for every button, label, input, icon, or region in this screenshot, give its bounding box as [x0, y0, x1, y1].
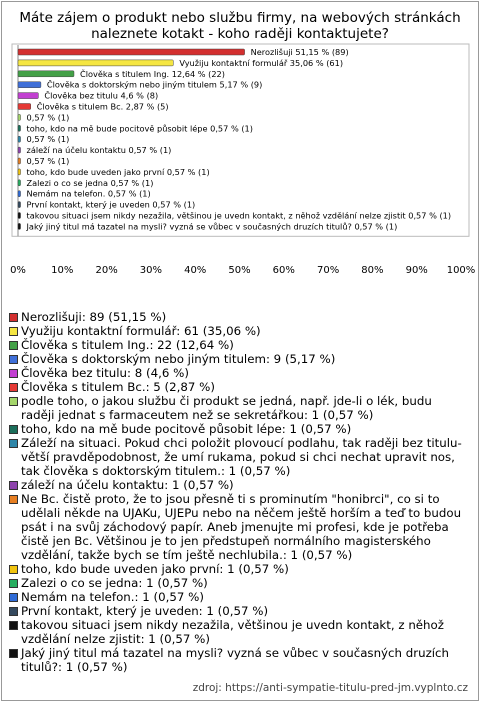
legend-item [6, 310, 468, 324]
legend-label: Ne Bc. čistě proto, že to jsou přesně ti s prominutím "honibrci", co si to udělali někde na UJAKu, UJEPu nebo na něčem ještě horším a teď to budou psát i na svůj záchodový papír. Aneb jmenujte mi profesi, kde je potřeba čistě jen Bc. Většinou je to jen předstupeň normálního magisterského vzdělání, takže bych se tím ještě nechlubila.: 1 (0,57 %) [21, 492, 462, 562]
legend-label: toho, kdo na mě bude pocitově působit lépe: 1 (0,57 %) [21, 422, 352, 436]
legend-item [6, 492, 468, 562]
bar-0 [18, 49, 245, 55]
source-note: zdroj: https://anti-sympatie-titulu-pred-jm.vyplnto.cz [192, 682, 468, 694]
legend-item [6, 338, 468, 352]
legend-swatch [9, 327, 18, 336]
legend-label: Záleží na situaci. Pokud chci položit plovoucí podlahu, tak raději bez titulu-větší pravděpodobnost, že umí rukama, pokud si chci nechat upravit nos, tak člověka s doktorským titulem.: 1 (0,57 %) [21, 436, 462, 478]
bar-13 [18, 191, 21, 197]
bar-label-4: Člověka bez titulu 4,6 % (8) [44, 90, 159, 101]
chart-title: Máte zájem o produkt nebo službu firmy, na webových stránkách naleznete kotakt - koho raději kontaktujete? [19, 10, 461, 42]
bar-16 [18, 223, 21, 229]
legend-swatch [9, 579, 18, 588]
x-tick-label-8: 80% [361, 265, 384, 276]
bar-14 [18, 202, 21, 208]
legend-item [6, 562, 468, 576]
x-tick-label-7: 70% [316, 265, 340, 276]
legend-item [6, 380, 468, 394]
legend-swatch [9, 481, 18, 490]
bar-label-14: První kontakt, který je uveden 0,57 % (1) [26, 199, 196, 210]
bar-label-0: Nerozlišuji 51,15 % (89) [250, 47, 349, 57]
bar-1 [18, 60, 173, 66]
legend-swatch [9, 607, 18, 616]
chart-plot [2, 2, 478, 302]
legend-swatch [9, 593, 18, 602]
legend-item [6, 618, 468, 646]
legend-label: Člověka bez titulu: 8 (4,6 %) [21, 366, 189, 380]
legend-swatch [9, 425, 18, 434]
legend-label: záleží na účelu kontaktu: 1 (0,57 %) [21, 478, 234, 492]
legend-item [6, 590, 468, 604]
bar-label-10: 0,57 % (1) [26, 156, 70, 166]
x-tick-label-6: 60% [272, 265, 295, 276]
x-tick-label-4: 40% [184, 265, 207, 276]
legend-label: První kontakt, který je uveden: 1 (0,57 %) [21, 604, 269, 618]
x-tick-label-0: 0% [10, 265, 26, 276]
bar-7 [18, 125, 21, 131]
legend-label: Zalezi o co se jedna: 1 (0,57 %) [21, 576, 208, 590]
bar-3 [18, 82, 41, 88]
legend-label: toho, kdo bude uveden jako první: 1 (0,57 %) [21, 562, 289, 576]
x-tick-label-3: 30% [139, 265, 163, 276]
bar-12 [18, 180, 21, 186]
bar-4 [18, 93, 38, 99]
legend-item [6, 604, 468, 618]
legend-swatch [9, 439, 18, 448]
chart-frame [1, 1, 479, 701]
legend-item [6, 646, 468, 674]
legend-label: podle toho, o jakou službu či produkt se jedná, např. jde-li o lék, budu raději jednat s farmaceutem než se sekretářkou: 1 (0,57 %) [21, 394, 432, 422]
bar-label-9: záleží na účelu kontaktu 0,57 % (1) [26, 145, 172, 156]
bar-8 [18, 136, 21, 142]
bar-5 [18, 104, 31, 110]
legend-swatch [9, 341, 18, 350]
legend-swatch [9, 397, 18, 406]
bar-label-7: toho, kdo na mě bude pocitově působit lépe 0,57 % (1) [26, 123, 253, 134]
bar-label-13: Nemám na telefon. 0,57 % (1) [26, 188, 151, 199]
chart-legend [6, 310, 468, 674]
legend-label: Nemám na telefon.: 1 (0,57 %) [21, 590, 204, 604]
bar-label-8: 0,57 % (1) [26, 134, 70, 145]
bar-label-11: toho, kdo bude uveden jako první 0,57 % (1) [26, 166, 210, 177]
bar-15 [18, 213, 21, 219]
legend-label: Člověka s titulem Bc.: 5 (2,87 %) [21, 380, 215, 394]
bar-9 [18, 147, 21, 153]
legend-swatch [9, 649, 18, 658]
bar-label-3: Člověka s doktorským nebo jiným titulem 5,17 % (9) [46, 79, 263, 90]
legend-item [6, 324, 468, 338]
bar-label-12: Zalezi o co se jedna 0,57 % (1) [26, 177, 154, 188]
bar-label-15: takovou situaci jsem nikdy nezažila, většinou je uvedn kontakt, z něhož vzdělání nelze zjistit 0,57 % (1) [26, 210, 452, 221]
legend-label: Využiju kontaktní formulář: 61 (35,06 %) [21, 324, 261, 338]
legend-item [6, 576, 468, 590]
legend-swatch [9, 355, 18, 364]
legend-item [6, 394, 468, 422]
legend-item [6, 436, 468, 478]
x-tick-label-9: 90% [405, 265, 428, 276]
x-tick-label-2: 20% [95, 265, 118, 276]
legend-swatch [9, 565, 18, 574]
bar-6 [18, 114, 21, 120]
legend-swatch [9, 369, 18, 378]
bar-10 [18, 158, 21, 164]
bar-2 [18, 71, 74, 77]
x-tick-label-5: 50% [228, 265, 251, 276]
legend-swatch [9, 621, 18, 630]
bar-label-16: Jaký jiný titul má tazatel na mysli? vyzná se vůbec v současných druzích titulů? 0,57 % (1) [26, 221, 398, 232]
legend-swatch [9, 383, 18, 392]
legend-label: Jaký jiný titul má tazatel na mysli? vyzná se vůbec v současných druzích titulů?: 1 (0,57 %) [21, 646, 449, 674]
bar-11 [18, 169, 21, 175]
legend-item [6, 422, 468, 436]
bar-label-5: Člověka s titulem Bc. 2,87 % (5) [36, 101, 169, 112]
bar-label-2: Člověka s titulem Ing. 12,64 % (22) [79, 68, 225, 79]
legend-label: takovou situaci jsem nikdy nezažila, většinou je uvedn kontakt, z něhož vzdělání nelze zjistit: 1 (0,57 %) [21, 618, 444, 646]
bar-label-1: Využiju kontaktní formulář 35,06 % (61) [179, 57, 344, 68]
bar-label-6: 0,57 % (1) [26, 112, 70, 123]
legend-swatch [9, 313, 18, 322]
legend-label: Člověka s doktorským nebo jiným titulem: 9 (5,17 %) [21, 352, 336, 366]
x-tick-label-10: 100% [446, 265, 476, 276]
legend-label: Člověka s titulem Ing.: 22 (12,64 %) [21, 338, 234, 352]
legend-item [6, 352, 468, 366]
x-tick-label-1: 10% [51, 265, 74, 276]
legend-swatch [9, 495, 18, 504]
legend-item [6, 478, 468, 492]
legend-label: Nerozlišuji: 89 (51,15 %) [21, 310, 167, 324]
legend-item [6, 366, 468, 380]
